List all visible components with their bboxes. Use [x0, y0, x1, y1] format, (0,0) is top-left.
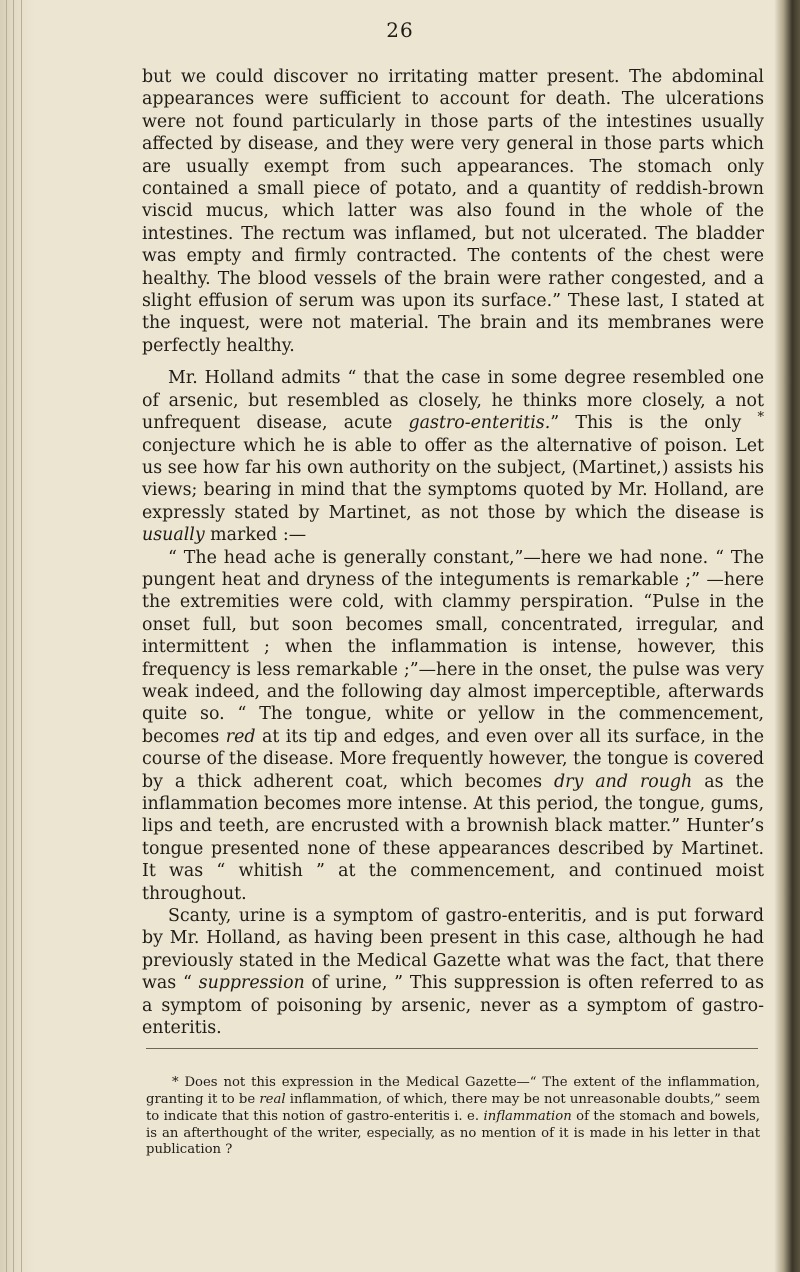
text-run: inflammation, of which, there may be not unreasonable doubts,” seem to indicate that this notion of gastro-enteritis i. e. [146, 1091, 760, 1124]
scan-left-margin [0, 0, 34, 1272]
paragraph-martinet-symptoms [142, 547, 764, 906]
text-run: “ The head ache is generally constant,”—here we had none. “ The pungent heat and dryness of the integuments is remarkable ;” —here the extremities were cold, with clammy perspiration. “Pulse in the onset full, but soon becomes small, concentrated, irregular, and intermittent ; when the inflammation is intense, however, this frequency is less remarkable ;”—here in the onset, the pulse was very weak indeed, and the following day almost imperceptible, afterwards quite so. “ The tongue, white or yellow in the commencement, becomes [142, 547, 764, 747]
emphasis-gastro-enteritis: gastro-enteritis. [408, 413, 551, 434]
text-run: at its tip and edges, and even over all its surface, in the course of the disease. More frequently however, the tongue is covered by a thick adherent coat, which becomes [142, 726, 764, 792]
emphasis-real: real [259, 1091, 286, 1107]
emphasis-usually: usually [142, 525, 205, 546]
paragraph-holland-admits [142, 367, 764, 546]
scan-margin-line [6, 0, 7, 1272]
text-run: * Does not this expression in the Medical Gazette—“ The extent of the inflammation, granting it to be [146, 1075, 760, 1107]
scan-right-edge [774, 0, 800, 1272]
paragraph-autopsy-findings: but we could discover no irritating matter present. The abdominal appearances were sufficient to account for death. The ulcerations were not found particularly in those parts of the intestines usually affected by disease, and they were very general in those parts which are usually exempt from such appearances. The stomach only contained a small piece of potato, and a quantity of reddish-brown viscid mucus, which latter was also found in the whole of the intestines. The rectum was inflamed, but not ulcerated. The bladder was empty and firmly contracted. The contents of the chest were healthy. The blood vessels of the brain were rather congested, and a slight effusion of serum was upon its surface.” These last, I stated at the inquest, were not material. The brain and its membranes were perfectly healthy. [142, 67, 764, 356]
scan-margin-line [21, 0, 22, 1272]
text-run: Scanty, urine is a symptom of gastro-enteritis, and is put forward by Mr. Holland, as having been present in this case, although he had previously stated in the Medical Gazette what was the fact, that there was “ [142, 906, 764, 994]
text-run: conjecture which he is able to offer as the alternative of poison. Let us see how far his own authority on the subject, (Martinet,) assists his views; bearing in mind that the symptoms quoted by Mr. Holland, are expressly stated by Martinet, as not those by which the disease is [142, 435, 764, 523]
text-run: of urine, ” This suppression is often referred to as a symptom of poisoning by arsenic, never as a symptom of gastro-enteritis. [142, 973, 765, 1039]
text-run: marked :— [204, 525, 307, 546]
footnote-divider [146, 1048, 758, 1049]
emphasis-inflammation: inflammation [483, 1108, 572, 1124]
emphasis-suppression: suppression [198, 973, 305, 994]
emphasis-red: red [225, 726, 256, 747]
scan-margin-line [13, 0, 14, 1272]
paragraph-scanty-urine [142, 905, 764, 1039]
page-number: 26 [386, 18, 414, 42]
text-run: of the stomach and bowels, is an afterthought of the writer, especially, as no mention of it is made in his letter in that publication ? [146, 1108, 760, 1158]
text-run: as the inflammation becomes more intense. At this period, the tongue, gums, lips and teeth, are encrusted with a brownish black matter.” Hunter’s tongue presented none of these appearances described by Martinet. It was “ whitish ” at the commencement, and continued moist throughout. [142, 771, 764, 904]
text-run: Mr. Holland admits “ that the case in some degree resembled one of arsenic, but resembled as closely, he thinks more closely, a not unfrequent disease, acute [142, 368, 764, 434]
footnote-marker[interactable]: * [757, 410, 765, 426]
footnote [146, 1075, 760, 1159]
emphasis-dry-and-rough: dry and rough [554, 771, 693, 792]
text-run: ” This is the only [550, 413, 758, 434]
page-body [142, 66, 764, 1039]
